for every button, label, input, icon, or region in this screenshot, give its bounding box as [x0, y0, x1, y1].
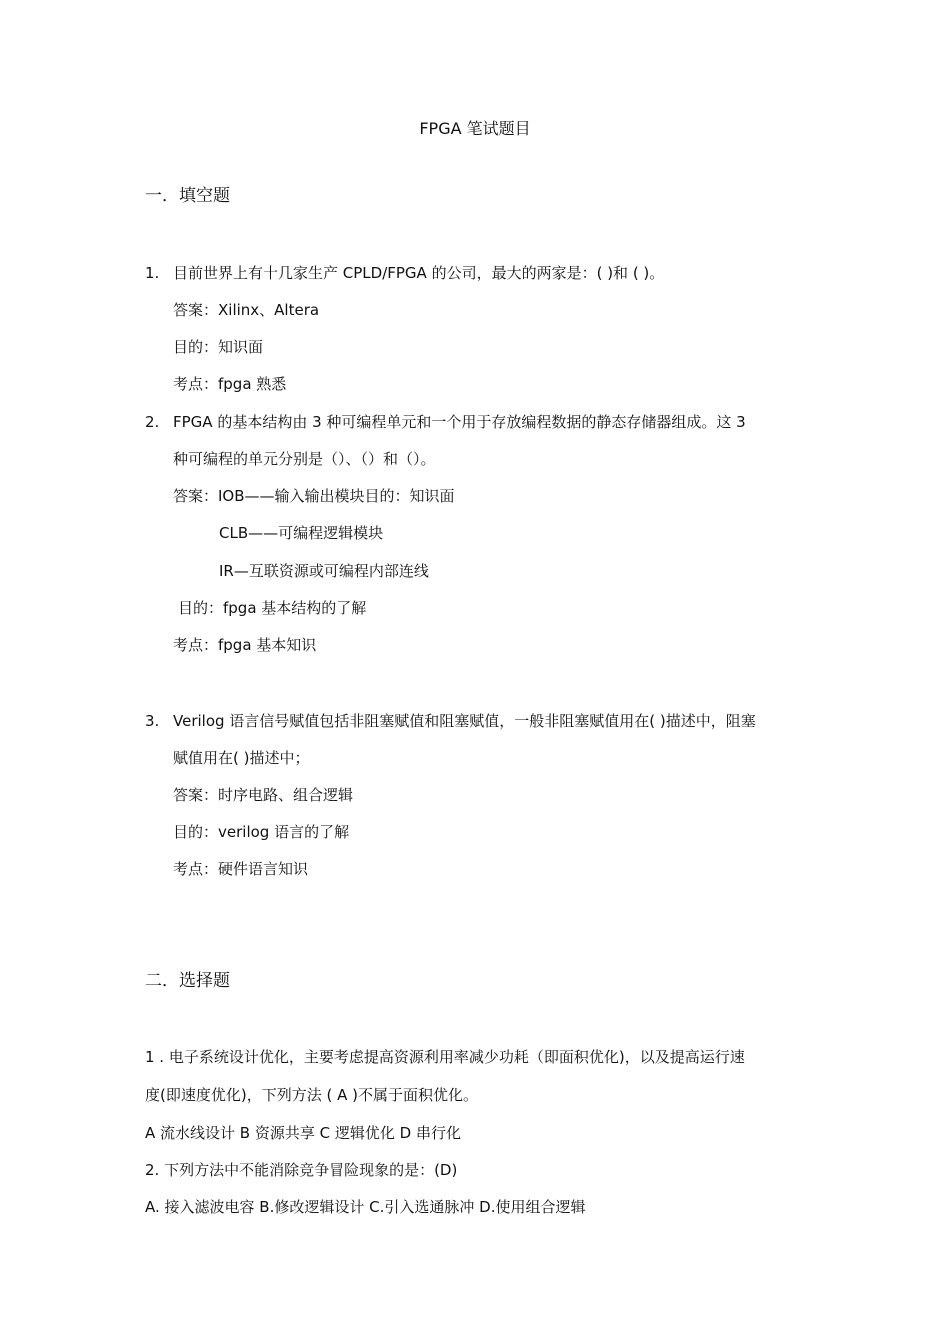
purpose-text: 目的：verilog 语言的了解	[173, 823, 350, 841]
section-heading-choice: 二．选择题	[145, 971, 230, 991]
answer-text: 答案：IOB——输入输出模块目的：知识面	[173, 487, 455, 505]
point-text: 考点：fpga 基本知识	[173, 636, 317, 654]
answer-text: 答案：时序电路、组合逻辑	[173, 786, 354, 804]
options-text: A 流水线设计 B 资源共享 C 逻辑优化 D 串行化	[145, 1124, 461, 1142]
question-number: 3.	[145, 712, 160, 730]
question-number: 2.	[145, 413, 160, 431]
answer-text: IR—互联资源或可编程内部连线	[219, 562, 429, 580]
question-number: 1.	[145, 264, 160, 282]
point-text: 考点：硬件语言知识	[173, 860, 309, 878]
answer-text: CLB——可编程逻辑模块	[219, 524, 384, 542]
document-title: FPGA 笔试题目	[419, 119, 531, 138]
question-text: 1 . 电子系统设计优化，主要考虑提高资源利用率减少功耗（即面积优化)，以及提高运行速	[145, 1048, 745, 1066]
options-text: A. 接入滤波电容 B.修改逻辑设计 C.引入选通脉冲 D.使用组合逻辑	[145, 1198, 586, 1216]
purpose-text: 目的：fpga 基本结构的了解	[178, 599, 367, 617]
question-text: 赋值用在( )描述中；	[173, 749, 310, 767]
question-text: 2. 下列方法中不能消除竞争冒险现象的是：(D)	[145, 1161, 458, 1179]
purpose-text: 目的：知识面	[173, 338, 264, 356]
point-text: 考点：fpga 熟悉	[173, 375, 287, 393]
section-heading-fill-in: 一．填空题	[145, 186, 230, 206]
question-text: Verilog 语言信号赋值包括非阻塞赋值和阻塞赋值，一般非阻塞赋值用在( )描述中，阻塞	[173, 712, 756, 730]
question-text: FPGA 的基本结构由 3 种可编程单元和一个用于存放编程数据的静态存储器组成。这 3	[173, 413, 746, 431]
answer-text: 答案：Xilinx、Altera	[173, 301, 320, 319]
question-text: 度(即速度优化)，下列方法 ( A )不属于面积优化。	[145, 1086, 478, 1104]
question-text: 目前世界上有十几家生产 CPLD/FPGA 的公司，最大的两家是：( )和 ( )。	[173, 264, 665, 282]
question-text: 种可编程的单元分别是（）、（）和（）。	[173, 450, 436, 468]
